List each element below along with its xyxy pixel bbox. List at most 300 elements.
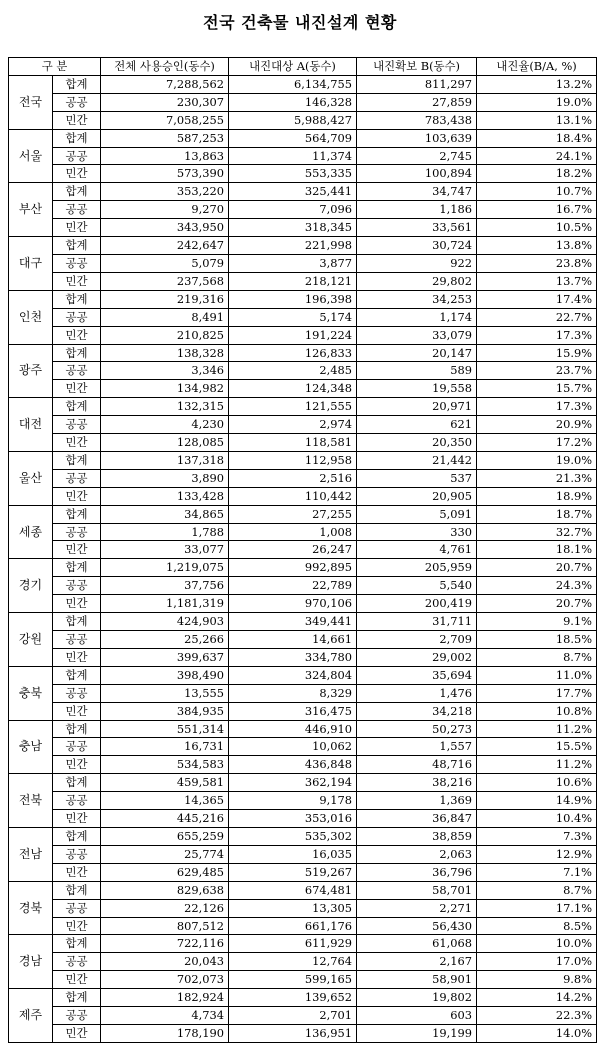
cell-total: 5,079 <box>101 254 229 272</box>
cell-total: 399,637 <box>101 648 229 666</box>
cell-total: 702,073 <box>101 971 229 989</box>
cell-secured: 19,802 <box>357 989 477 1007</box>
cell-rate: 9.8% <box>477 971 597 989</box>
cell-total: 210,825 <box>101 326 229 344</box>
cell-total: 3,346 <box>101 362 229 380</box>
row-kind: 공공 <box>53 523 101 541</box>
cell-secured: 200,419 <box>357 595 477 613</box>
row-kind: 민간 <box>53 810 101 828</box>
cell-rate: 24.3% <box>477 577 597 595</box>
cell-total: 25,774 <box>101 845 229 863</box>
table-row <box>9 827 597 845</box>
cell-target: 353,016 <box>229 810 357 828</box>
header-rate: 내진율(B/A, %) <box>477 58 597 76</box>
row-kind: 합계 <box>53 881 101 899</box>
cell-rate: 10.6% <box>477 774 597 792</box>
cell-target: 196,398 <box>229 290 357 308</box>
table-row <box>9 1024 597 1042</box>
cell-total: 459,581 <box>101 774 229 792</box>
cell-target: 3,877 <box>229 254 357 272</box>
table-row <box>9 290 597 308</box>
cell-rate: 13.2% <box>477 75 597 93</box>
cell-total: 398,490 <box>101 666 229 684</box>
cell-target: 191,224 <box>229 326 357 344</box>
cell-target: 7,096 <box>229 201 357 219</box>
table-row <box>9 541 597 559</box>
cell-target: 674,481 <box>229 881 357 899</box>
region-name: 제주 <box>9 989 53 1043</box>
cell-secured: 33,079 <box>357 326 477 344</box>
cell-secured: 783,438 <box>357 111 477 129</box>
cell-secured: 20,971 <box>357 398 477 416</box>
table-row <box>9 684 597 702</box>
cell-secured: 2,167 <box>357 953 477 971</box>
row-kind: 민간 <box>53 756 101 774</box>
cell-total: 230,307 <box>101 93 229 111</box>
table-row <box>9 219 597 237</box>
row-kind: 공공 <box>53 792 101 810</box>
row-kind: 공공 <box>53 362 101 380</box>
cell-total: 132,315 <box>101 398 229 416</box>
row-kind: 공공 <box>53 254 101 272</box>
region-name: 전국 <box>9 75 53 129</box>
cell-rate: 11.2% <box>477 720 597 738</box>
cell-total: 33,077 <box>101 541 229 559</box>
table-row <box>9 272 597 290</box>
row-kind: 합계 <box>53 989 101 1007</box>
table-row <box>9 398 597 416</box>
cell-total: 424,903 <box>101 613 229 631</box>
row-kind: 공공 <box>53 93 101 111</box>
table-row <box>9 75 597 93</box>
table-row <box>9 881 597 899</box>
cell-secured: 38,216 <box>357 774 477 792</box>
row-kind: 공공 <box>53 684 101 702</box>
row-kind: 합계 <box>53 75 101 93</box>
cell-rate: 17.3% <box>477 398 597 416</box>
row-kind: 민간 <box>53 541 101 559</box>
row-kind: 합계 <box>53 183 101 201</box>
cell-rate: 12.9% <box>477 845 597 863</box>
cell-target: 349,441 <box>229 613 357 631</box>
row-kind: 합계 <box>53 451 101 469</box>
table-row <box>9 237 597 255</box>
cell-rate: 17.4% <box>477 290 597 308</box>
cell-total: 655,259 <box>101 827 229 845</box>
cell-secured: 1,174 <box>357 308 477 326</box>
cell-rate: 11.2% <box>477 756 597 774</box>
cell-target: 2,485 <box>229 362 357 380</box>
row-kind: 합계 <box>53 935 101 953</box>
row-kind: 공공 <box>53 469 101 487</box>
cell-total: 4,734 <box>101 1007 229 1025</box>
cell-target: 5,988,427 <box>229 111 357 129</box>
header-secured: 내진확보 B(동수) <box>357 58 477 76</box>
cell-total: 25,266 <box>101 631 229 649</box>
table-row <box>9 631 597 649</box>
cell-total: 573,390 <box>101 165 229 183</box>
cell-rate: 8.7% <box>477 648 597 666</box>
cell-total: 34,865 <box>101 505 229 523</box>
row-kind: 합계 <box>53 827 101 845</box>
cell-target: 13,305 <box>229 899 357 917</box>
cell-total: 138,328 <box>101 344 229 362</box>
cell-secured: 1,476 <box>357 684 477 702</box>
cell-target: 2,701 <box>229 1007 357 1025</box>
cell-target: 121,555 <box>229 398 357 416</box>
table-row <box>9 935 597 953</box>
cell-secured: 2,063 <box>357 845 477 863</box>
cell-rate: 10.8% <box>477 702 597 720</box>
row-kind: 공공 <box>53 577 101 595</box>
cell-secured: 30,724 <box>357 237 477 255</box>
cell-target: 16,035 <box>229 845 357 863</box>
cell-secured: 34,747 <box>357 183 477 201</box>
cell-secured: 29,802 <box>357 272 477 290</box>
row-kind: 공공 <box>53 899 101 917</box>
page-title: 전국 건축물 내진설계 현황 <box>203 13 397 32</box>
row-kind: 합계 <box>53 398 101 416</box>
cell-secured: 20,905 <box>357 487 477 505</box>
cell-rate: 15.5% <box>477 738 597 756</box>
row-kind: 공공 <box>53 845 101 863</box>
table-row <box>9 666 597 684</box>
cell-target: 6,134,755 <box>229 75 357 93</box>
row-kind: 민간 <box>53 648 101 666</box>
cell-rate: 10.7% <box>477 183 597 201</box>
cell-secured: 1,186 <box>357 201 477 219</box>
row-kind: 합계 <box>53 613 101 631</box>
row-kind: 공공 <box>53 953 101 971</box>
region-name: 전북 <box>9 774 53 828</box>
row-kind: 합계 <box>53 290 101 308</box>
row-kind: 공공 <box>53 738 101 756</box>
cell-target: 26,247 <box>229 541 357 559</box>
cell-total: 237,568 <box>101 272 229 290</box>
cell-total: 829,638 <box>101 881 229 899</box>
table-row <box>9 577 597 595</box>
cell-secured: 2,271 <box>357 899 477 917</box>
cell-total: 13,863 <box>101 147 229 165</box>
table-row <box>9 505 597 523</box>
cell-total: 1,788 <box>101 523 229 541</box>
table-row <box>9 1007 597 1025</box>
cell-total: 629,485 <box>101 863 229 881</box>
cell-total: 4,230 <box>101 416 229 434</box>
cell-secured: 27,859 <box>357 93 477 111</box>
cell-rate: 18.1% <box>477 541 597 559</box>
row-kind: 합계 <box>53 720 101 738</box>
cell-target: 110,442 <box>229 487 357 505</box>
table-row <box>9 344 597 362</box>
cell-total: 14,365 <box>101 792 229 810</box>
cell-target: 535,302 <box>229 827 357 845</box>
row-kind: 민간 <box>53 111 101 129</box>
cell-secured: 19,199 <box>357 1024 477 1042</box>
cell-total: 137,318 <box>101 451 229 469</box>
cell-target: 112,958 <box>229 451 357 469</box>
cell-total: 9,270 <box>101 201 229 219</box>
cell-rate: 17.0% <box>477 953 597 971</box>
cell-target: 324,804 <box>229 666 357 684</box>
region-name: 경남 <box>9 935 53 989</box>
cell-total: 1,219,075 <box>101 559 229 577</box>
cell-secured: 58,901 <box>357 971 477 989</box>
cell-target: 553,335 <box>229 165 357 183</box>
table-row <box>9 899 597 917</box>
table-row <box>9 326 597 344</box>
cell-rate: 17.7% <box>477 684 597 702</box>
cell-target: 27,255 <box>229 505 357 523</box>
cell-secured: 103,639 <box>357 129 477 147</box>
cell-rate: 18.4% <box>477 129 597 147</box>
row-kind: 민간 <box>53 917 101 935</box>
cell-secured: 20,147 <box>357 344 477 362</box>
row-kind: 합계 <box>53 505 101 523</box>
cell-secured: 58,701 <box>357 881 477 899</box>
table-row <box>9 111 597 129</box>
cell-target: 2,974 <box>229 416 357 434</box>
row-kind: 합계 <box>53 774 101 792</box>
cell-secured: 36,847 <box>357 810 477 828</box>
cell-secured: 5,091 <box>357 505 477 523</box>
table-row <box>9 863 597 881</box>
cell-total: 3,890 <box>101 469 229 487</box>
row-kind: 공공 <box>53 308 101 326</box>
table-row <box>9 183 597 201</box>
cell-secured: 922 <box>357 254 477 272</box>
cell-rate: 7.1% <box>477 863 597 881</box>
cell-target: 362,194 <box>229 774 357 792</box>
cell-secured: 1,557 <box>357 738 477 756</box>
row-kind: 민간 <box>53 165 101 183</box>
row-kind: 공공 <box>53 631 101 649</box>
table-row <box>9 774 597 792</box>
cell-target: 11,374 <box>229 147 357 165</box>
cell-secured: 50,273 <box>357 720 477 738</box>
cell-secured: 5,540 <box>357 577 477 595</box>
header-total: 전체 사용승인(동수) <box>101 58 229 76</box>
row-kind: 민간 <box>53 219 101 237</box>
cell-total: 20,043 <box>101 953 229 971</box>
cell-secured: 31,711 <box>357 613 477 631</box>
cell-target: 22,789 <box>229 577 357 595</box>
table-row <box>9 523 597 541</box>
cell-rate: 13.8% <box>477 237 597 255</box>
region-name: 세종 <box>9 505 53 559</box>
cell-secured: 621 <box>357 416 477 434</box>
cell-rate: 18.9% <box>477 487 597 505</box>
cell-target: 436,848 <box>229 756 357 774</box>
cell-total: 587,253 <box>101 129 229 147</box>
region-name: 경북 <box>9 881 53 935</box>
cell-total: 219,316 <box>101 290 229 308</box>
cell-target: 136,951 <box>229 1024 357 1042</box>
row-kind: 합계 <box>53 237 101 255</box>
region-name: 강원 <box>9 613 53 667</box>
cell-total: 353,220 <box>101 183 229 201</box>
cell-secured: 2,709 <box>357 631 477 649</box>
table-row <box>9 971 597 989</box>
region-name: 충북 <box>9 666 53 720</box>
cell-rate: 18.7% <box>477 505 597 523</box>
cell-rate: 18.5% <box>477 631 597 649</box>
cell-rate: 10.4% <box>477 810 597 828</box>
row-kind: 민간 <box>53 595 101 613</box>
header-category: 구 분 <box>9 58 101 76</box>
table-row <box>9 362 597 380</box>
row-kind: 민간 <box>53 1024 101 1042</box>
region-name: 울산 <box>9 451 53 505</box>
cell-target: 519,267 <box>229 863 357 881</box>
cell-target: 1,008 <box>229 523 357 541</box>
cell-rate: 24.1% <box>477 147 597 165</box>
table-row <box>9 201 597 219</box>
cell-total: 242,647 <box>101 237 229 255</box>
cell-total: 7,288,562 <box>101 75 229 93</box>
cell-secured: 35,694 <box>357 666 477 684</box>
cell-rate: 7.3% <box>477 827 597 845</box>
cell-rate: 16.7% <box>477 201 597 219</box>
cell-secured: 603 <box>357 1007 477 1025</box>
cell-rate: 17.2% <box>477 434 597 452</box>
cell-target: 5,174 <box>229 308 357 326</box>
cell-rate: 10.0% <box>477 935 597 953</box>
cell-secured: 330 <box>357 523 477 541</box>
cell-rate: 14.9% <box>477 792 597 810</box>
cell-rate: 8.5% <box>477 917 597 935</box>
cell-rate: 20.7% <box>477 559 597 577</box>
cell-rate: 17.3% <box>477 326 597 344</box>
table-row <box>9 434 597 452</box>
cell-rate: 19.0% <box>477 451 597 469</box>
cell-total: 37,756 <box>101 577 229 595</box>
table-row <box>9 254 597 272</box>
cell-secured: 811,297 <box>357 75 477 93</box>
cell-rate: 23.8% <box>477 254 597 272</box>
cell-total: 128,085 <box>101 434 229 452</box>
row-kind: 민간 <box>53 863 101 881</box>
region-name: 전남 <box>9 827 53 881</box>
cell-total: 134,982 <box>101 380 229 398</box>
cell-rate: 20.7% <box>477 595 597 613</box>
cell-total: 133,428 <box>101 487 229 505</box>
region-name: 광주 <box>9 344 53 398</box>
table-row <box>9 416 597 434</box>
cell-rate: 22.3% <box>477 1007 597 1025</box>
table-row <box>9 792 597 810</box>
cell-rate: 11.0% <box>477 666 597 684</box>
region-name: 서울 <box>9 129 53 183</box>
table-row <box>9 702 597 720</box>
cell-target: 8,329 <box>229 684 357 702</box>
table-row <box>9 93 597 111</box>
cell-rate: 19.0% <box>477 93 597 111</box>
cell-total: 343,950 <box>101 219 229 237</box>
table-row <box>9 165 597 183</box>
region-name: 대전 <box>9 398 53 452</box>
row-kind: 합계 <box>53 559 101 577</box>
row-kind: 공공 <box>53 147 101 165</box>
table-row <box>9 451 597 469</box>
cell-total: 7,058,255 <box>101 111 229 129</box>
cell-target: 325,441 <box>229 183 357 201</box>
cell-rate: 8.7% <box>477 881 597 899</box>
cell-secured: 33,561 <box>357 219 477 237</box>
cell-secured: 100,894 <box>357 165 477 183</box>
row-kind: 합계 <box>53 344 101 362</box>
cell-target: 334,780 <box>229 648 357 666</box>
cell-total: 1,181,319 <box>101 595 229 613</box>
row-kind: 공공 <box>53 416 101 434</box>
table-row <box>9 308 597 326</box>
region-name: 경기 <box>9 559 53 613</box>
cell-rate: 13.1% <box>477 111 597 129</box>
row-kind: 민간 <box>53 487 101 505</box>
cell-rate: 20.9% <box>477 416 597 434</box>
cell-rate: 9.1% <box>477 613 597 631</box>
cell-target: 661,176 <box>229 917 357 935</box>
cell-secured: 19,558 <box>357 380 477 398</box>
table-header <box>9 58 597 76</box>
cell-total: 384,935 <box>101 702 229 720</box>
cell-rate: 22.7% <box>477 308 597 326</box>
cell-target: 316,475 <box>229 702 357 720</box>
table-row <box>9 989 597 1007</box>
cell-target: 318,345 <box>229 219 357 237</box>
cell-secured: 34,218 <box>357 702 477 720</box>
row-kind: 민간 <box>53 272 101 290</box>
header-target: 내진대상 A(동수) <box>229 58 357 76</box>
cell-target: 139,652 <box>229 989 357 1007</box>
table-row <box>9 810 597 828</box>
table-body <box>9 75 597 1042</box>
cell-secured: 1,369 <box>357 792 477 810</box>
cell-total: 22,126 <box>101 899 229 917</box>
row-kind: 공공 <box>53 1007 101 1025</box>
table-row <box>9 595 597 613</box>
table-row <box>9 469 597 487</box>
cell-secured: 48,716 <box>357 756 477 774</box>
cell-target: 599,165 <box>229 971 357 989</box>
cell-total: 534,583 <box>101 756 229 774</box>
table-row <box>9 720 597 738</box>
cell-total: 178,190 <box>101 1024 229 1042</box>
cell-total: 182,924 <box>101 989 229 1007</box>
cell-total: 807,512 <box>101 917 229 935</box>
row-kind: 민간 <box>53 380 101 398</box>
cell-secured: 34,253 <box>357 290 477 308</box>
cell-rate: 10.5% <box>477 219 597 237</box>
cell-total: 445,216 <box>101 810 229 828</box>
table-row <box>9 147 597 165</box>
cell-target: 14,661 <box>229 631 357 649</box>
cell-secured: 56,430 <box>357 917 477 935</box>
cell-secured: 589 <box>357 362 477 380</box>
cell-target: 10,062 <box>229 738 357 756</box>
cell-total: 722,116 <box>101 935 229 953</box>
cell-rate: 17.1% <box>477 899 597 917</box>
cell-secured: 21,442 <box>357 451 477 469</box>
cell-target: 2,516 <box>229 469 357 487</box>
table-row <box>9 917 597 935</box>
cell-target: 12,764 <box>229 953 357 971</box>
row-kind: 민간 <box>53 434 101 452</box>
cell-rate: 15.7% <box>477 380 597 398</box>
cell-rate: 18.2% <box>477 165 597 183</box>
table-row <box>9 756 597 774</box>
row-kind: 합계 <box>53 666 101 684</box>
